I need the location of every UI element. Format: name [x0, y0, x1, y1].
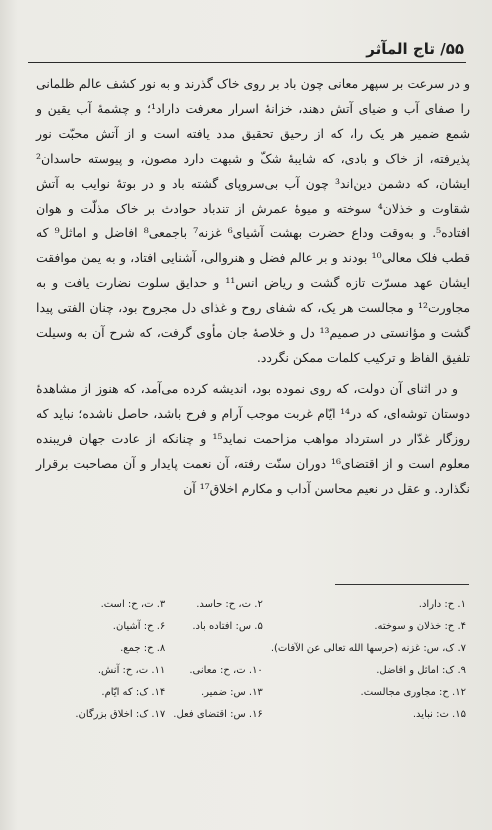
- footnote: ۵. س: افتاده باد.: [192, 621, 263, 632]
- footnotes: [75, 596, 466, 724]
- footnote: ۴. ح: خذلان و سوخته.: [374, 621, 466, 632]
- footnote: ۸. ح: جمع.: [120, 643, 166, 654]
- footnote: ۱۱. ت، ح: آنش.: [97, 665, 166, 676]
- header-rule: [28, 62, 466, 63]
- footnote: ۱۷. ک: اخلاق بزرگان.: [75, 709, 166, 720]
- footnote: ۹. ک: اماثل و افاضل.: [376, 665, 466, 676]
- paragraph: و در سرعت بر سپهر معانی چون باد بر روی خاک گذرند و به نور کشف عالم ظلمانی را صفای آب و ضیای آتش دهند، خزانهٔ اسرار معرفت داراد¹؛ و چشمهٔ آب یقین و شمع ضمیر هر یک را، که از رحیق تحقیق مدد یافته است و از آتش محبّت نور پذیرفته، از خاک و بادی، که شایبهٔ شکّ و شبهت دارد مصون، و پیوسته حاسدان² ایشان، که دشمن دین‌اند³ چون آب بی‌سروپای گشته باد و در بوتهٔ نوایب به آتش شقاوت و خذلان⁴ سوخته و میوهٔ عمرش از تندباد حوادث بر خاک مذلّت و هوان افتاده⁵. و به‌وقت وداع حضرت بهشت آشیای⁶ غزنه⁷ باجمعی⁸ افاضل و اماثل⁹ که قطب فلک معالی¹⁰ بودند و بر عالم فضل و هنروالی، آشنایی افتاد، و به یمن موافقت ایشان عهد مسرّت تازه گشت و ریاض انس¹¹ و حدایق سلوت نضارت یافت و به مجاورت¹² و مجالست هر یک، که شفای روح و غذای دل مجروح بود، چنان الفتی پیدا گشت و مؤانستی در صمیم¹³ دل و خلاصهٔ جان مأوی گرفت، که شرح آن به وسیلت تلفیق الفاظ و ترکیب کلمات ممکن نگردد.: [36, 76, 471, 365]
- footnote: ۱۴. ک: که ایّام.: [101, 687, 166, 698]
- main-text: [36, 72, 470, 501]
- footnote: ۱۰. ت، ح: معانی.: [189, 665, 263, 676]
- footnote: ۱. ح: داراد.: [418, 599, 466, 610]
- footnote: ۱۳. س: ضمیر.: [200, 687, 263, 698]
- paragraph: و در اثنای آن دولت، که روی نموده بود، اندیشه کرده می‌آمد، که هنوز از مشاهدهٔ دوستان توشه‌ای، که در¹⁴ ایّام غربت موجب آرام و فرح باشد، حاصل ناشده؛ نباید که روزگار غدّار در استرداد مواهب مزاحمت نماید¹⁵ و چنانکه از عادت جهان فریبنده معلوم است و از اقتضای¹⁶ دوران سنّت رفته، آن نعمت پایدار و آن مصاحبت برقرار نگذارد. و عقل در نعیم محاسن آداب و مکارم اخلاق¹⁷ آن: [36, 380, 471, 496]
- footnote-rule: [335, 584, 469, 585]
- footnote: ۲. ت، ح: حاسد.: [196, 599, 263, 610]
- footnote: ۳. ت، ح: است.: [100, 599, 166, 610]
- footnote-spacer: [173, 640, 263, 658]
- footnote: ۱۶. س: اقتضای فعل.: [173, 709, 263, 720]
- footnote: ۱۵. ت: نباید.: [412, 709, 466, 720]
- footnote: ۶. ح: آشیان.: [112, 621, 166, 632]
- running-header: ۵۵/ تاج المآثر: [366, 40, 464, 58]
- footnote: ۷. ک، س: غزنه (حرسها الله تعالی عن الآفات).: [270, 643, 466, 654]
- footnote: ۱۲. ح: مجاوری مجالست.: [360, 687, 466, 698]
